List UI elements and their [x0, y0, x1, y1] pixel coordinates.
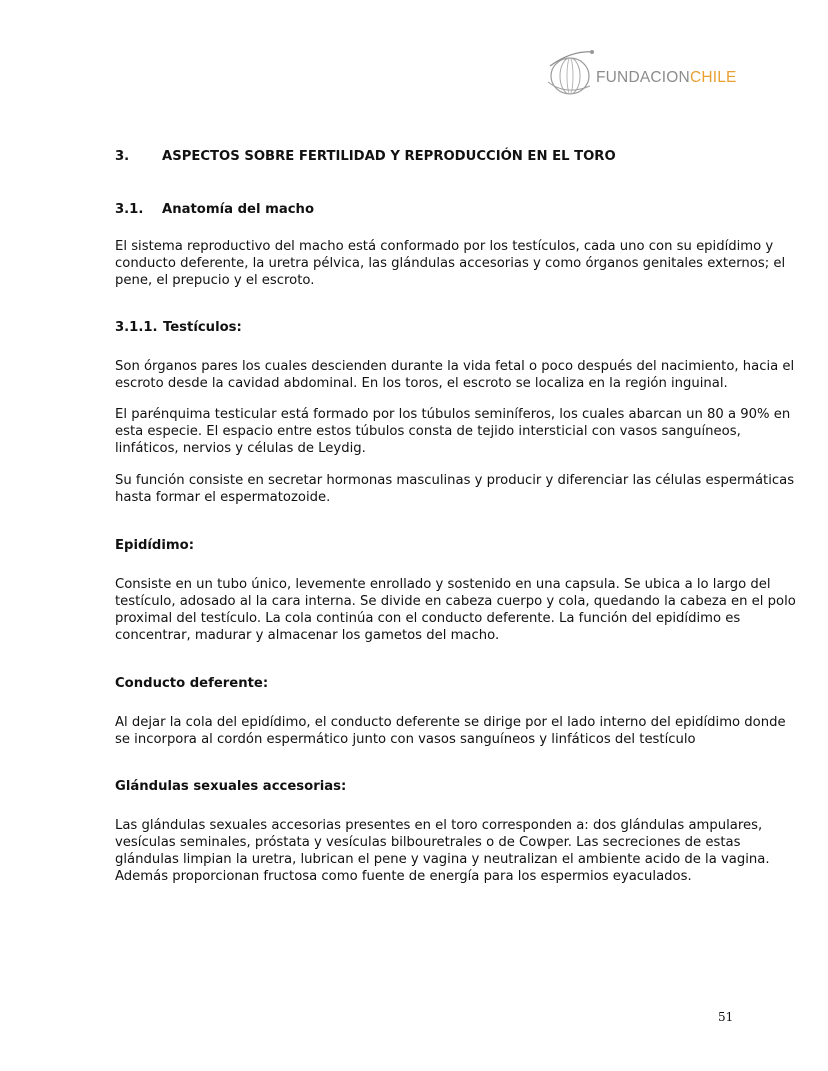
- paragraph-line: Las glándulas sexuales accesorias presentes en el toro corresponden a: dos glándulas ampulares,: [115, 818, 763, 833]
- subsubsection-heading: [115, 320, 242, 335]
- page-number: 51: [718, 1010, 734, 1024]
- section-heading: [115, 149, 616, 164]
- paragraph-line: concentrar, madurar y almacenar los gametos del macho.: [115, 628, 500, 643]
- conducto-heading: Conducto deferente:: [115, 676, 269, 691]
- conducto-paragraph: [115, 714, 786, 748]
- paragraph-line: El sistema reproductivo del macho está conformado por los testículos, cada uno con su epidídimo y: [115, 239, 774, 254]
- subsubsection-number: 3.1.1.: [115, 320, 158, 335]
- paragraph-line: glándulas limpian la uretra, lubrican el pene y vagina y neutralizan el ambiente acido de la vagina.: [115, 852, 770, 867]
- paragraph-line: hasta formar el espermatozoide.: [115, 490, 331, 505]
- logo-text-fundacion: FUNDACION: [596, 69, 690, 86]
- epididimo-heading: Epidídimo:: [115, 538, 194, 553]
- subsection-heading: [115, 202, 314, 217]
- paragraph-line: proximal del testículo. La cola continúa con el conducto deferente. La función del epidídimo es: [115, 611, 741, 626]
- paragraph-line: Son órganos pares los cuales descienden durante la vida fetal o poco después del nacimiento, hacia el: [115, 359, 795, 374]
- paragraph-line: conducto deferente, la uretra pélvica, las glándulas accesorias y como órganos genitales externos; el: [115, 256, 786, 271]
- testiculos-paragraph-3: [115, 472, 795, 506]
- testiculos-paragraph-2: [115, 406, 791, 457]
- paragraph-line: se incorpora al cordón espermático junto con vasos sanguíneos y linfáticos del testículo: [115, 732, 696, 747]
- section-title: ASPECTOS SOBRE FERTILIDAD Y REPRODUCCIÓN EN EL TORO: [162, 149, 616, 164]
- paragraph-line: testículo, adosado al la cara interna. Se divide en cabeza cuerpo y cola, quedando la cabeza en el polo: [115, 594, 796, 609]
- paragraph-line: escroto desde la cavidad abdominal. En los toros, el escroto se localiza en la región inguinal.: [115, 376, 728, 391]
- paragraph-line: Consiste en un tubo único, levemente enrollado y sostenido en una capsula. Se ubica a lo largo del: [115, 577, 771, 592]
- globe-swoosh-icon: [546, 46, 596, 98]
- paragraph-line: Además proporcionan fructosa como fuente de energía para los espermios eyaculados.: [115, 869, 692, 884]
- paragraph-line: pene, el prepucio y el escroto.: [115, 273, 315, 288]
- paragraph-line: El parénquima testicular está formado por los túbulos seminíferos, los cuales abarcan un 80 a 90% en: [115, 407, 791, 422]
- epididimo-paragraph: [115, 576, 796, 644]
- subsection-number: 3.1.: [115, 202, 144, 217]
- fundacion-chile-logo: [546, 46, 746, 98]
- paragraph-line: vesículas seminales, próstata y vesículas bilbouretrales o de Cowper. Las secreciones de estas: [115, 835, 741, 850]
- intro-paragraph: [115, 238, 786, 289]
- subsubsection-title: Testículos:: [163, 320, 242, 335]
- testiculos-paragraph-1: [115, 358, 795, 392]
- subsection-title: Anatomía del macho: [162, 202, 315, 217]
- glandulas-heading: Glándulas sexuales accesorias:: [115, 779, 347, 794]
- paragraph-line: Al dejar la cola del epidídimo, el conducto deferente se dirige por el lado interno del epidídimo donde: [115, 715, 786, 730]
- paragraph-line: esta especie. El espacio entre estos túbulos consta de tejido intersticial con vasos sanguíneos,: [115, 424, 741, 439]
- logo-text-chile: CHILE: [689, 69, 737, 86]
- section-number: 3.: [115, 149, 130, 164]
- glandulas-paragraph: [115, 817, 770, 885]
- paragraph-line: linfáticos, nervios y células de Leydig.: [115, 441, 366, 456]
- paragraph-line: Su función consiste en secretar hormonas masculinas y producir y diferenciar las células espermáticas: [115, 473, 795, 488]
- logo-wordmark: [596, 69, 737, 87]
